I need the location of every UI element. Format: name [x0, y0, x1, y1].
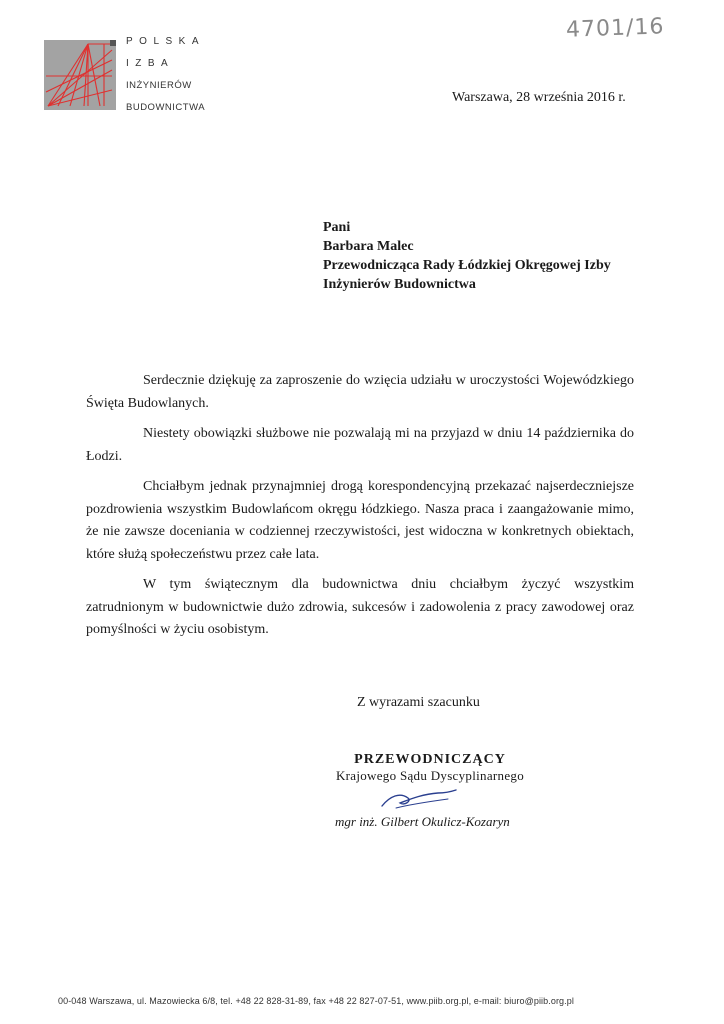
letter-body	[86, 370, 634, 650]
piib-logo	[44, 40, 116, 110]
closing-phrase: Z wyrazami szacunku	[357, 695, 480, 710]
signature-subtitle: Krajowego Sądu Dyscyplinarnego	[335, 768, 525, 783]
org-name-line-2: IZBA	[126, 58, 175, 69]
recipient-name: Barbara Malec	[323, 239, 414, 254]
org-name-line-4: BUDOWNICTWA	[126, 102, 206, 113]
footer-contact: 00-048 Warszawa, ul. Mazowiecka 6/8, tel. +48 22 828-31-89, fax +48 22 827-07-51, www.piib.org.pl, e-mail: biuro@piib.org.pl	[58, 996, 574, 1006]
body-paragraph-3: Chciałbym jednak przynajmniej drogą korespondencyjną przekazać najserdeczniejsze pozdrowienia wszystkim Budowlańcom okręgu łódzkiego. Nasza praca i zaangażowanie mimo, że nie zawsze doceniania w codziennej rzeczywistości, jest widoczna w konkretnych obiektach, które służą społeczeństwu przez całe lata.	[86, 479, 634, 562]
recipient-organization: Inżynierów Budownictwa	[323, 277, 476, 292]
signature-block	[330, 752, 530, 784]
recipient-salutation: Pani	[323, 220, 351, 235]
body-paragraph-4: W tym świątecznym dla budownictwa dniu chciałbym życzyć wszystkim zatrudnionym w budownictwie dużo zdrowia, sukcesów i zadowolenia z pracy zawodowej oraz pomyślności w życiu osobistym.	[86, 577, 634, 637]
signer-name: mgr inż. Gilbert Okulicz-Kozaryn	[335, 814, 510, 829]
body-paragraph-1: Serdecznie dziękuję za zaproszenie do wzięcia udziału w uroczystości Wojewódzkiego Święta Budowlanych.	[86, 373, 634, 411]
org-name	[126, 37, 205, 125]
handwritten-reference-number: 4701/16	[565, 14, 665, 43]
body-paragraph-2: Niestety obowiązki służbowe nie pozwalają mi na przyjazd w dniu 14 października do Łodzi.	[86, 426, 634, 464]
recipient-block	[323, 218, 611, 294]
signature-title: PRZEWODNICZĄCY	[354, 752, 506, 767]
org-name-line-3: INŻYNIERÓW	[126, 80, 192, 91]
org-name-line-1: POLSKA	[126, 36, 206, 47]
handwritten-signature	[378, 786, 458, 812]
piib-logo-graphic	[44, 40, 116, 110]
recipient-position: Przewodnicząca Rady Łódzkiej Okręgowej Izby	[323, 258, 611, 273]
date-line: Warszawa, 28 września 2016 r.	[452, 90, 626, 105]
